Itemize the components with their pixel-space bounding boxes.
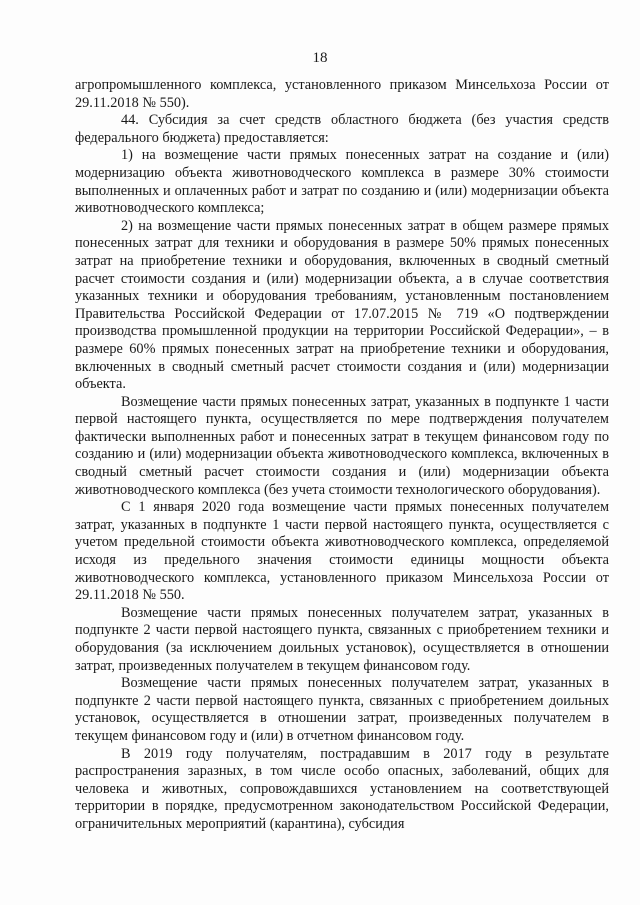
paragraph-2019-recipients: В 2019 году получателям, пострадавшим в 2017 году в результате распространения заразных, в том числе особо опасных, заболеваний, общих для человека и животных, сопровождавшихся установлением на соответствующей территории в порядке, предусмотренном законодательством Российской Федерации, ограничительных мероприятий (карантина), субсидия bbox=[75, 745, 609, 832]
paragraph-from-2020: С 1 января 2020 года возмещение части прямых понесенных получателем затрат, указанных в подпункте 1 части первой настоящего пункта, осуществляется с учетом предельной стоимости объекта животноводческого комплекса, определяемой исходя из предельного значения стоимости единицы мощности объекта животноводческого комплекса, установленного приказом Минсельхоза России от 29.11.2018 № 550. bbox=[75, 499, 609, 604]
paragraph-reimbursement-milking: Возмещение части прямых понесенных получателем затрат, указанных в подпункте 2 части первой настоящего пункта, связанных с приобретением доильных установок, осуществляется в отношении затрат, произведенных получателем в текущем финансовом году и (или) в отчетном финансовом году. bbox=[75, 675, 609, 744]
paragraph-reimbursement-subitem-1: Возмещение части прямых понесенных затрат, указанных в подпункте 1 части первой настоящего пункта, осуществляется по мере подтверждения получателем фактически выполненных работ и понесенных затрат в текущем финансовом году по созданию и (или) модернизации объекта животноводческого комплекса, включенных в сводный сметный расчет стоимости создания и (или) модернизации объекта животноводческого комплекса (без учета стоимости технологического оборудования). bbox=[75, 393, 609, 498]
page-number: 18 bbox=[312, 50, 328, 66]
paragraph-subitem-1: 1) на возмещение части прямых понесенных затрат на создание и (или) модернизацию объекта животноводческого комплекса в размере 30% стоимости выполненных и оплаченных работ и затрат по созданию и (или) модернизации объекта животноводческого комплекса; bbox=[75, 147, 609, 217]
document-body bbox=[75, 77, 609, 834]
paragraph-item-44: 44. Субсидия за счет средств областного бюджета (без участия средств федерального бюджета) предоставляется: bbox=[75, 112, 609, 146]
paragraph-reimbursement-equipment: Возмещение части прямых понесенных получателем затрат, указанных в подпункте 2 части первой настоящего пункта, связанных с приобретением техники и оборудования (за исключением доильных установок), осуществляется в отношении затрат, произведенных получателем в текущем финансовом году. bbox=[75, 604, 609, 674]
paragraph-subitem-2: 2) на возмещение части прямых понесенных затрат в общем размере прямых понесенных затрат для техники и оборудования в размере 50% прямых понесенных затрат на приобретение техники и оборудования, включенных в сводный сметный расчет стоимости создания и (или) модернизации объекта, а в случае соответствия указанных техники и оборудования требованиям, установленным постановлением Правительства Российской Федерации от 17.07.2015 № 719 «О подтверждении производства промышленной продукции на территории Российской Федерации», – в размере 60% прямых понесенных затрат на приобретение техники и оборудования, включенных в сводный сметный расчет стоимости создания и (или) модернизации объекта. bbox=[75, 217, 609, 393]
paragraph-continuation: агропромышленного комплекса, установленного приказом Минсельхоза России от 29.11.2018 № 550). bbox=[75, 77, 609, 111]
